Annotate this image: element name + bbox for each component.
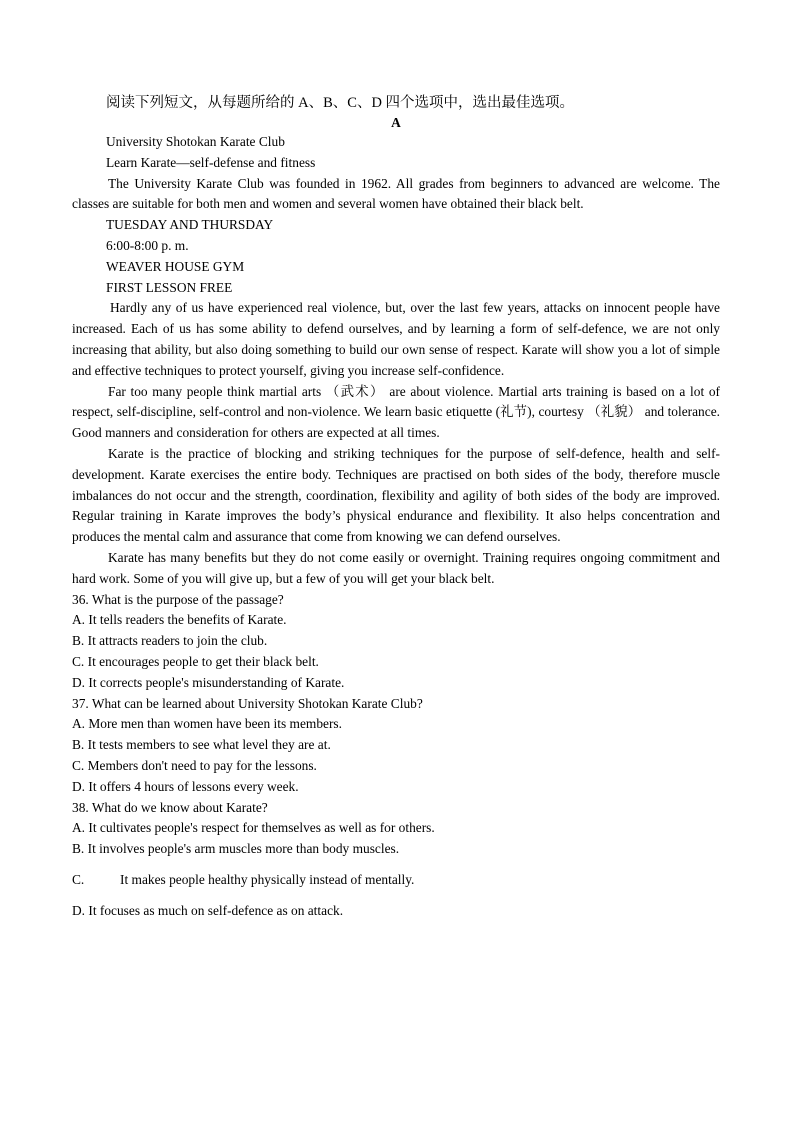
question-36	[72, 590, 720, 694]
question-stem: 37. What can be learned about University Shotokan Karate Club?	[72, 695, 423, 711]
question-stem: 36. What is the purpose of the passage?	[72, 591, 284, 607]
club-tagline: Learn Karate—self-defense and fitness	[106, 154, 316, 170]
option-d: D. It corrects people's misunderstanding of Karate.	[72, 674, 345, 690]
option-d: D. It focuses as much on self-defence as on attack.	[72, 902, 344, 918]
option-a: A. It tells readers the benefits of Karate.	[72, 612, 287, 628]
option-d: D. It offers 4 hours of lessons every week.	[72, 778, 299, 794]
paragraph-4: Karate has many benefits but they do not come easily or overnight. Training requires ongoing commitment and hard work. Some of you will give up, but a few of you will get your black belt.	[72, 549, 720, 586]
option-b: B. It involves people's arm muscles more than body muscles.	[72, 841, 400, 857]
question-37	[72, 694, 720, 798]
offer: FIRST LESSON FREE	[106, 279, 233, 295]
option-a: A. It cultivates people's respect for themselves as well as for others.	[72, 820, 435, 836]
option-b: B. It tests members to see what level they are at.	[72, 737, 331, 753]
schedule-days: TUESDAY AND THURSDAY	[106, 217, 274, 233]
option-c-text: It makes people healthy physically instead of mentally.	[120, 871, 415, 887]
club-name: University Shotokan Karate Club	[106, 134, 285, 149]
section-label: A	[391, 115, 401, 130]
venue: WEAVER HOUSE GYM	[106, 258, 245, 274]
schedule-time: 6:00-8:00 p. m.	[106, 237, 189, 253]
document-page	[72, 92, 720, 921]
club-intro: The University Karate Club was founded in 1962. All grades from beginners to advanced are welcome. The classes are suitable for both men and women and several women have obtained their black belt.	[72, 175, 720, 212]
option-c	[72, 870, 720, 891]
instruction-text: 阅读下列短文，从每题所给的 A、B、C、D 四个选项中，选出最佳选项。	[106, 95, 575, 111]
option-c: C. Members don't need to pay for the lessons.	[72, 757, 317, 773]
paragraph-3: Karate is the practice of blocking and striking techniques for the purpose of self-defence, health and self-development. Karate exercises the entire body. Techniques are practised on both sides of the body, therefore muscle imbalances do not occur and the strength, coordination, flexibility and agility of both sides of the body are improved. Regular training in Karate improves the body’s physical endurance and flexibility. It also helps concentration and produces the mental calm and assurance that come from knowing we can defend ourselves.	[72, 445, 720, 545]
question-38	[72, 798, 720, 922]
paragraph-1: Hardly any of us have experienced real violence, but, over the last few years, attacks on innocent people have increased. Each of us has some ability to defend ourselves, and by learning a form of self-defence, we are not only increasing that ability, but also doing something to build our own sense of respect. Karate will show you a lot of simple and effective techniques to protect yourself, giving you increase self-confidence.	[72, 300, 720, 378]
paragraph-2: Far too many people think martial arts （武术） are about violence. Martial arts training is based on a lot of respect, self-discipline, self-control and non-violence. We learn basic etiquette (礼节), courtesy （礼貌） and tolerance. Good manners and consideration for others are expected at all times.	[72, 383, 720, 441]
option-c: C. It encourages people to get their black belt.	[72, 653, 319, 669]
option-b: B. It attracts readers to join the club.	[72, 633, 268, 649]
question-stem: 38. What do we know about Karate?	[72, 799, 268, 815]
option-a: A. More men than women have been its members.	[72, 716, 342, 732]
option-c-letter: C.	[72, 871, 85, 887]
